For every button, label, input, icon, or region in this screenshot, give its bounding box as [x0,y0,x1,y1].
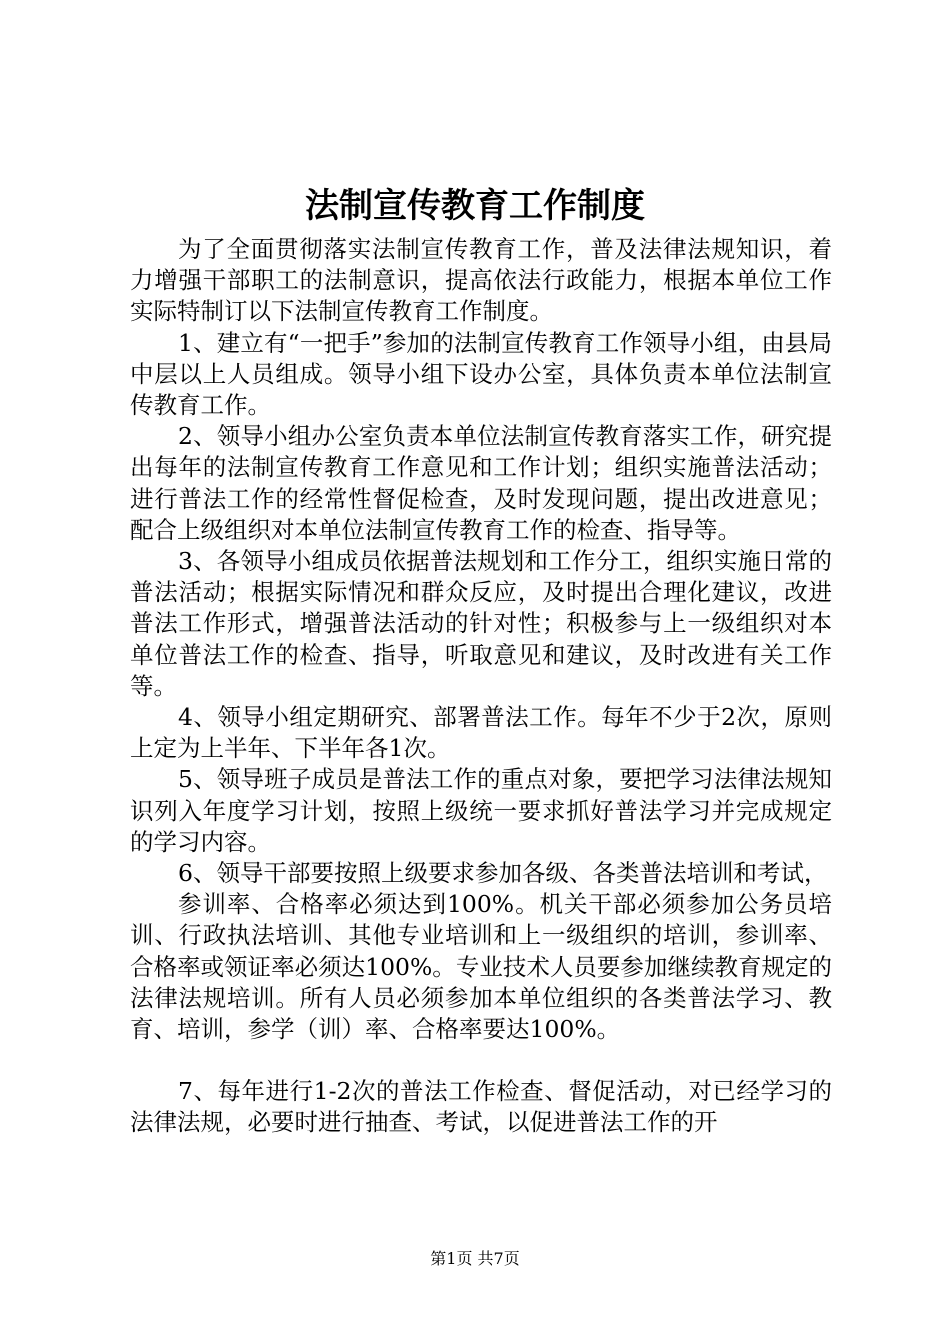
page-number-footer: 第1页 共7页 [430,1249,520,1268]
paragraph-item-6-continued: 参训率、合格率必须达到100%。机关干部必须参加公务员培训、行政执法培训、其他专业培训和上一级组织的培训，参训率、合格率或领证率必须达100%。专业技术人员要参加继续教育规定的法律法规培训。所有人员必须参加本单位组织的各类普法学习、教育、培训，参学（训）率、合格率要达100%。 [130,890,832,1044]
document-body [130,234,832,1139]
paragraph-item-5: 5、领导班子成员是普法工作的重点对象，要把学习法律法规知识列入年度学习计划，按照上级统一要求抓好普法学习并完成规定的学习内容。 [130,765,832,856]
paragraph-intro: 为了全面贯彻落实法制宣传教育工作，普及法律法规知识，着力增强干部职工的法制意识，提高依法行政能力，根据本单位工作实际特制订以下法制宣传教育工作制度。 [130,235,832,326]
paragraph-item-7: 7、每年进行1-2次的普法工作检查、督促活动，对已经学习的法律法规，必要时进行抽查、考试，以促进普法工作的开 [130,1077,832,1137]
page-title: 法制宣传教育工作制度 [305,186,645,226]
paragraph-item-2: 2、领导小组办公室负责本单位法制宣传教育落实工作，研究提出每年的法制宣传教育工作意见和工作计划；组织实施普法活动；进行普法工作的经常性督促检查，及时发现问题，提出改进意见；配合上级组织对本单位法制宣传教育工作的检查、指导等。 [130,422,832,544]
paragraph-item-3: 3、各领导小组成员依据普法规划和工作分工，组织实施日常的普法活动；根据实际情况和群众反应，及时提出合理化建议，改进普法工作形式，增强普法活动的针对性；积极参与上一级组织对本单位普法工作的检查、指导，听取意见和建议，及时改进有关工作等。 [130,547,832,700]
paragraph-item-4: 4、领导小组定期研究、部署普法工作。每年不少于2次，原则上定为上半年、下半年各1次。 [130,703,832,763]
paragraph-item-1: 1、建立有“一把手”参加的法制宣传教育工作领导小组，由县局中层以上人员组成。领导小组下设办公室，具体负责本单位法制宣传教育工作。 [130,328,832,420]
paragraph-item-6: 6、领导干部要按照上级要求参加各级、各类普法培训和考试， [178,859,828,888]
